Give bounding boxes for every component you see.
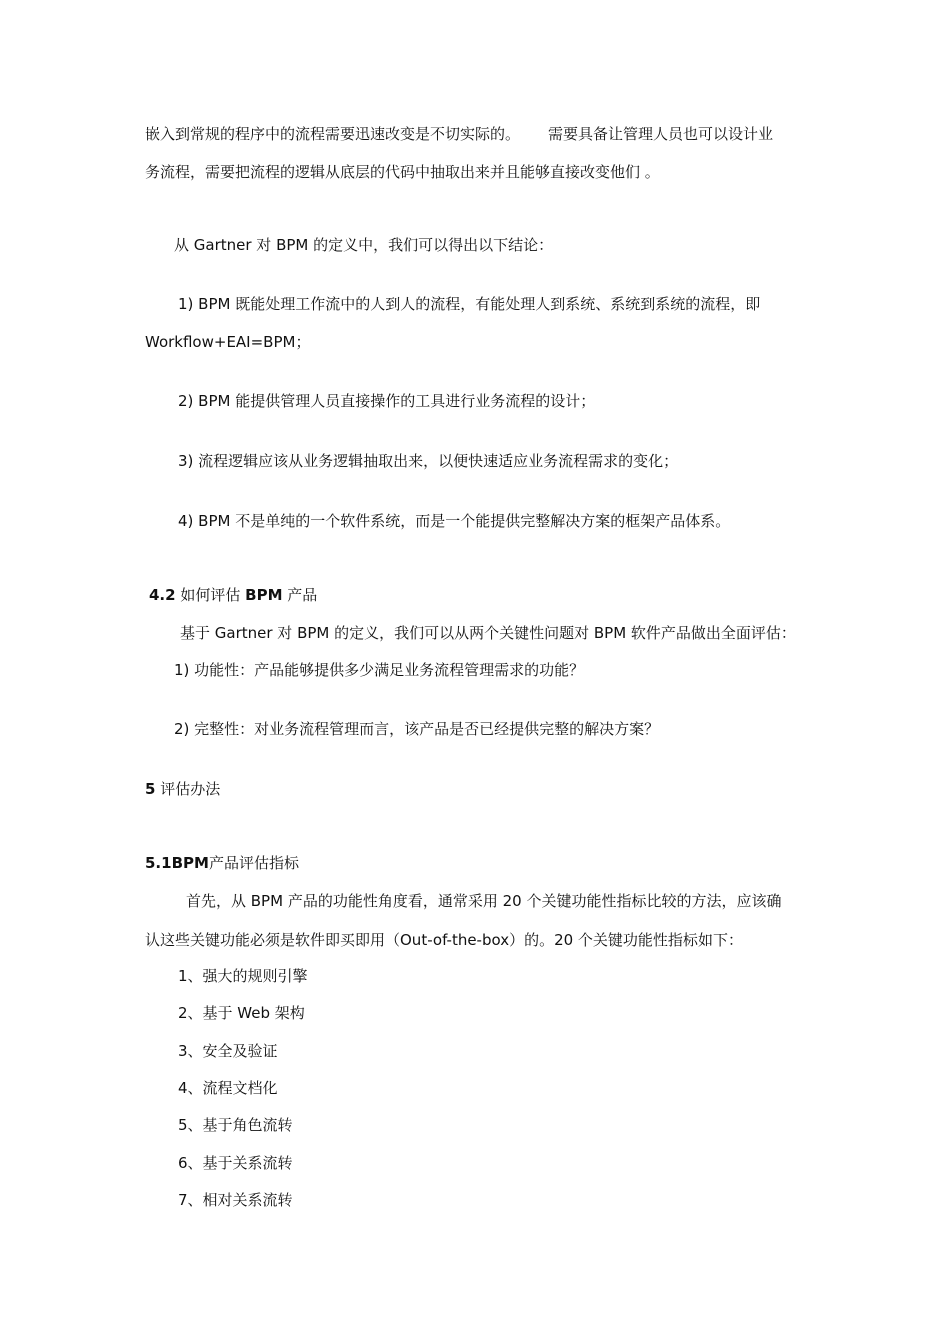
- intro-line-2: 务流程，需要把流程的逻辑从底层的代码中抽取出来并且能够直接改变他们 。: [145, 163, 660, 181]
- section-5-1-para-line-1: 首先，从 BPM 产品的功能性角度看，通常采用 20 个关键功能性指标比较的方法，应该确: [186, 892, 782, 910]
- section-5-title: 评估办法: [160, 780, 221, 798]
- conclusion-2: 2) BPM 能提供管理人员直接操作的工具进行业务流程的设计；: [178, 392, 596, 410]
- section-5-heading: [145, 779, 220, 799]
- conclusion-3: 3) 流程逻辑应该从业务逻辑抽取出来，以便快速适应业务流程需求的变化；: [178, 452, 679, 470]
- section-4-2-question-1: 1) 功能性：产品能够提供多少满足业务流程管理需求的功能？: [174, 661, 585, 679]
- list-item: 5、基于角色流转: [178, 1116, 293, 1134]
- section-5-1-title: 产品评估指标: [208, 854, 299, 872]
- section-4-2-intro: 基于 Gartner 对 BPM 的定义，我们可以从两个关键性问题对 BPM 软件产品做出全面评估：: [180, 624, 796, 642]
- section-5-number: 5: [145, 780, 156, 798]
- list-item: 7、相对关系流转: [178, 1191, 293, 1209]
- list-item: 2、基于 Web 架构: [178, 1004, 305, 1022]
- list-item: 1、强大的规则引擎: [178, 967, 308, 985]
- intro-line-1a: 嵌入到常规的程序中的流程需要迅速改变是不切实际的。: [145, 125, 521, 143]
- section-5-1-heading: [145, 853, 299, 873]
- list-item: 4、流程文档化: [178, 1079, 278, 1097]
- intro-line-1: [145, 124, 773, 144]
- section-4-2-title-b: 产品: [287, 586, 318, 604]
- conclusion-intro: 从 Gartner 对 BPM 的定义中，我们可以得出以下结论：: [174, 236, 554, 254]
- list-item: 6、基于关系流转: [178, 1154, 293, 1172]
- conclusion-4: 4) BPM 不是单纯的一个软件系统，而是一个能提供完整解决方案的框架产品体系。: [178, 512, 731, 530]
- section-5-1-para-line-2: 认这些关键功能必须是软件即买即用（Out-of-the-box）的。20 个关键功能性指标如下：: [145, 931, 743, 949]
- section-5-1-number: 5.1BPM: [145, 854, 209, 872]
- conclusion-1-line-2: Workflow+EAI=BPM；: [145, 333, 311, 351]
- conclusion-1-line-1: 1) BPM 既能处理工作流中的人到人的流程，有能处理人到系统、系统到系统的流程，即: [178, 295, 761, 313]
- section-4-2-number: 4.2: [149, 586, 176, 604]
- list-item: 3、安全及验证: [178, 1042, 278, 1060]
- section-4-2-heading: [149, 585, 317, 605]
- section-4-2-title-a: 如何评估: [180, 586, 241, 604]
- intro-line-1b: 需要具备让管理人员也可以设计业: [548, 125, 774, 143]
- section-4-2-question-2: 2) 完整性：对业务流程管理而言，该产品是否已经提供完整的解决方案？: [174, 720, 660, 738]
- section-4-2-title-bpm: BPM: [245, 586, 283, 604]
